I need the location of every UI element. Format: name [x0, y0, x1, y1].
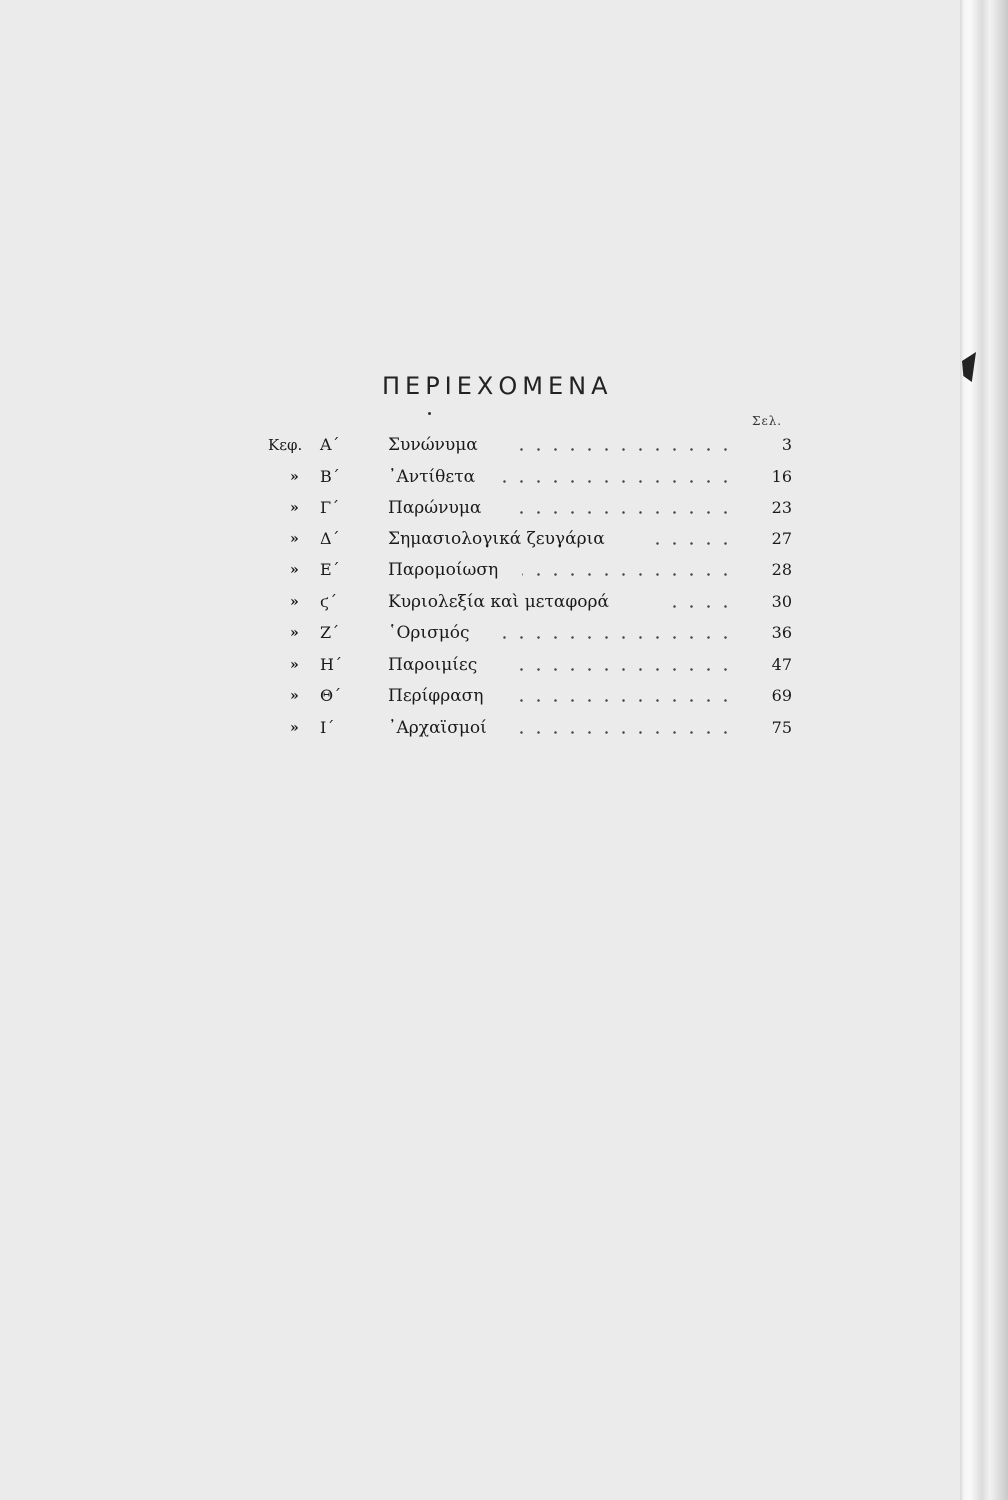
dot-leader: [500, 480, 734, 483]
chapter-title: Παροιμίες: [388, 655, 478, 675]
ditto-mark: »: [290, 469, 299, 485]
chapter-title: Σημασιολογικά ζευγάρια: [388, 529, 605, 549]
contents-heading: ΠΕΡΙΕΧΟΜΕΝΑ: [382, 372, 613, 400]
chapter-title: Παρώνυμα: [388, 498, 482, 518]
dot-leader: [522, 573, 734, 576]
page-number: 23: [771, 498, 792, 517]
ditto-mark: »: [290, 594, 299, 610]
toc-row: [0, 587, 962, 617]
dot-leader: [512, 448, 734, 451]
ditto-mark: »: [290, 720, 299, 736]
page-number: 75: [771, 718, 792, 737]
ditto-mark: »: [290, 531, 299, 547]
page-number: 28: [771, 560, 792, 579]
chapter-title: Παρομοίωση: [388, 560, 499, 580]
dot-leader: [516, 731, 734, 734]
toc-row: [0, 713, 962, 743]
ditto-mark: »: [290, 688, 299, 704]
page-number: 47: [771, 655, 792, 674]
chapter-label: Κεφ.: [268, 436, 303, 454]
dot-leader: [510, 668, 734, 671]
chapter-title: ῾Ορισμός: [388, 623, 470, 643]
toc-row: [0, 462, 962, 492]
page-column-label: Σελ.: [752, 414, 783, 428]
dot-leader: [500, 636, 734, 639]
page-number: 30: [771, 592, 792, 611]
chapter-numeral: Β΄: [320, 467, 340, 486]
ditto-mark: »: [290, 625, 299, 641]
toc-row: [0, 650, 962, 680]
page-number: 3: [781, 435, 792, 454]
book-page-edge: [960, 0, 1008, 1500]
toc-row: [0, 681, 962, 711]
chapter-numeral: ϛ΄: [320, 592, 337, 611]
ditto-mark: »: [290, 562, 299, 578]
chapter-numeral: Α΄: [320, 435, 340, 454]
chapter-title: Περίφραση: [388, 686, 484, 706]
decorative-dot: [428, 412, 431, 415]
chapter-title: Συνώνυμα: [388, 435, 478, 455]
chapter-numeral: Ζ΄: [320, 623, 340, 642]
chapter-numeral: Δ΄: [320, 529, 340, 548]
chapter-numeral: Ε΄: [320, 560, 340, 579]
dot-leader: [650, 542, 734, 545]
page-number: 16: [771, 467, 792, 486]
page-number: 36: [771, 623, 792, 642]
page-number: 69: [771, 686, 792, 705]
chapter-numeral: Γ΄: [320, 498, 340, 517]
toc-row: [0, 555, 962, 585]
ditto-mark: »: [290, 657, 299, 673]
ditto-mark: »: [290, 500, 299, 516]
toc-row: [0, 430, 962, 460]
page-number: 27: [771, 529, 792, 548]
dot-leader: [662, 605, 734, 608]
chapter-numeral: Η΄: [320, 655, 342, 674]
dot-leader: [512, 511, 734, 514]
chapter-title: Κυριολεξία καὶ μεταφορά: [388, 592, 609, 612]
chapter-numeral: Ι΄: [320, 718, 335, 737]
toc-row: [0, 618, 962, 648]
chapter-title: ᾿Αντίθετα: [388, 467, 476, 487]
chapter-numeral: Θ΄: [320, 686, 342, 705]
toc-row: [0, 493, 962, 523]
dot-leader: [520, 699, 734, 702]
chapter-title: ᾿Αρχαϊσμοί: [388, 718, 487, 738]
toc-row: [0, 524, 962, 554]
